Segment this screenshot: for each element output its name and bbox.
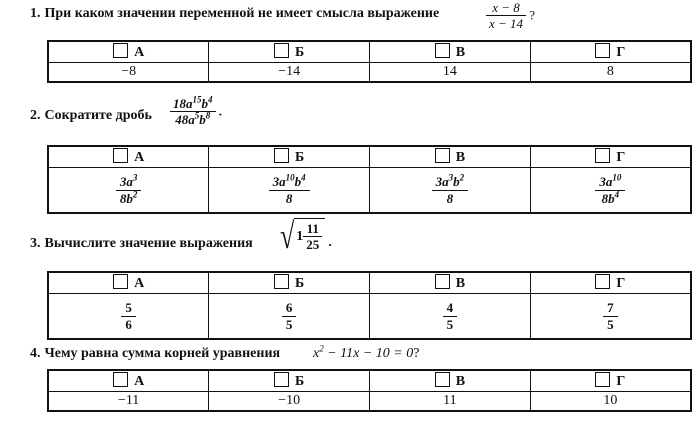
option-value: 10 xyxy=(530,392,691,412)
question-text: При каком значении переменной не имеет смысла выражение xyxy=(44,6,440,21)
option-letter: Б xyxy=(294,150,305,165)
option-letter: Б xyxy=(294,45,305,60)
option-v[interactable] xyxy=(370,146,531,168)
option-v[interactable] xyxy=(370,370,531,392)
fraction xyxy=(486,0,526,31)
expression-suffix: ? xyxy=(413,346,420,361)
option-v[interactable] xyxy=(370,41,531,63)
question-2 xyxy=(30,108,152,124)
expression-suffix: . xyxy=(218,103,222,119)
option-letter: Г xyxy=(616,45,626,60)
question-text: Чему равна сумма корней уравнения xyxy=(44,346,281,361)
option-b[interactable] xyxy=(209,41,370,63)
option-letter: Г xyxy=(616,276,626,291)
checkbox-icon[interactable] xyxy=(113,43,128,58)
radical-icon: √ xyxy=(280,216,295,257)
option-letter: В xyxy=(455,150,466,165)
expression-suffix: . xyxy=(328,234,332,250)
option-value: −11 xyxy=(48,392,209,412)
checkbox-icon[interactable] xyxy=(595,43,610,58)
option-letter: Б xyxy=(294,374,305,389)
option-value: 11 xyxy=(370,392,531,412)
fraction-denominator: $48a^5b^8$ xyxy=(175,110,211,127)
question-4-expression: $x^2 - 11x - 10 = 0$? xyxy=(313,343,420,361)
checkbox-icon[interactable] xyxy=(435,372,450,387)
option-letter: А xyxy=(134,45,145,60)
option-value: $\frac{3a^{10}}{8b^4}$ xyxy=(530,168,691,214)
option-letter: А xyxy=(134,276,145,291)
option-a[interactable] xyxy=(48,272,209,294)
option-letter: В xyxy=(455,45,466,60)
mixed-whole: 1 xyxy=(296,228,304,244)
checkbox-icon[interactable] xyxy=(435,148,450,163)
checkbox-icon[interactable] xyxy=(595,372,610,387)
option-a[interactable] xyxy=(48,146,209,168)
option-b[interactable] xyxy=(209,370,370,392)
answer-table-2 xyxy=(47,145,692,214)
question-3 xyxy=(30,236,253,252)
sqrt xyxy=(280,216,325,257)
checkbox-icon[interactable] xyxy=(113,274,128,289)
option-value: $\frac{5}{6}$ xyxy=(48,294,209,340)
option-g[interactable] xyxy=(530,41,691,63)
question-number: 3. xyxy=(30,236,41,251)
option-g[interactable] xyxy=(530,370,691,392)
option-value: −10 xyxy=(209,392,370,412)
option-value: $\frac{6}{5}$ xyxy=(209,294,370,340)
checkbox-icon[interactable] xyxy=(435,43,450,58)
answer-table-1 xyxy=(47,40,692,83)
question-1 xyxy=(30,6,439,22)
option-value: $\frac{3a^{10}b^4}{8}$ xyxy=(209,168,370,214)
checkbox-icon[interactable] xyxy=(435,274,450,289)
checkbox-icon[interactable] xyxy=(595,274,610,289)
option-letter: В xyxy=(455,276,466,291)
option-value: 8 xyxy=(530,63,691,83)
checkbox-icon[interactable] xyxy=(113,372,128,387)
option-value: −8 xyxy=(48,63,209,83)
option-letter: А xyxy=(134,374,145,389)
option-letter: А xyxy=(134,150,145,165)
answer-table-3 xyxy=(47,271,692,340)
option-value: −14 xyxy=(209,63,370,83)
fraction-numerator: $18a^{15}b^4$ xyxy=(173,94,213,111)
fraction xyxy=(170,96,216,127)
option-v[interactable] xyxy=(370,272,531,294)
option-g[interactable] xyxy=(530,146,691,168)
option-letter: Г xyxy=(616,374,626,389)
option-letter: В xyxy=(455,374,466,389)
fraction-numerator: x − 8 xyxy=(492,0,520,15)
question-number: 4. xyxy=(30,346,41,361)
fraction-denominator: x − 14 xyxy=(489,16,524,31)
question-number: 2. xyxy=(30,108,41,123)
checkbox-icon[interactable] xyxy=(274,372,289,387)
checkbox-icon[interactable] xyxy=(274,274,289,289)
option-g[interactable] xyxy=(530,272,691,294)
checkbox-icon[interactable] xyxy=(113,148,128,163)
option-a[interactable] xyxy=(48,370,209,392)
question-2-expression xyxy=(170,96,222,127)
question-1-expression xyxy=(486,0,535,31)
fraction: $\frac{11}{25}$ xyxy=(303,221,322,252)
option-letter: Г xyxy=(616,150,626,165)
option-value: $\frac{3a^3}{8b^2}$ xyxy=(48,168,209,214)
question-text: Вычислите значение выражения xyxy=(44,236,253,251)
option-a[interactable] xyxy=(48,41,209,63)
question-3-expression xyxy=(280,216,332,257)
question-text: Сократите дробь xyxy=(44,108,152,123)
checkbox-icon[interactable] xyxy=(274,148,289,163)
expression-suffix: ? xyxy=(529,7,536,23)
option-b[interactable] xyxy=(209,146,370,168)
option-letter: Б xyxy=(294,276,305,291)
checkbox-icon[interactable] xyxy=(595,148,610,163)
option-value: $\frac{3a^3b^2}{8}$ xyxy=(370,168,531,214)
option-value: 14 xyxy=(370,63,531,83)
option-b[interactable] xyxy=(209,272,370,294)
answer-table-4 xyxy=(47,369,692,412)
checkbox-icon[interactable] xyxy=(274,43,289,58)
option-value: $\frac{4}{5}$ xyxy=(370,294,531,340)
question-number: 1. xyxy=(30,6,41,21)
question-4 xyxy=(30,346,280,362)
option-value: $\frac{7}{5}$ xyxy=(530,294,691,340)
